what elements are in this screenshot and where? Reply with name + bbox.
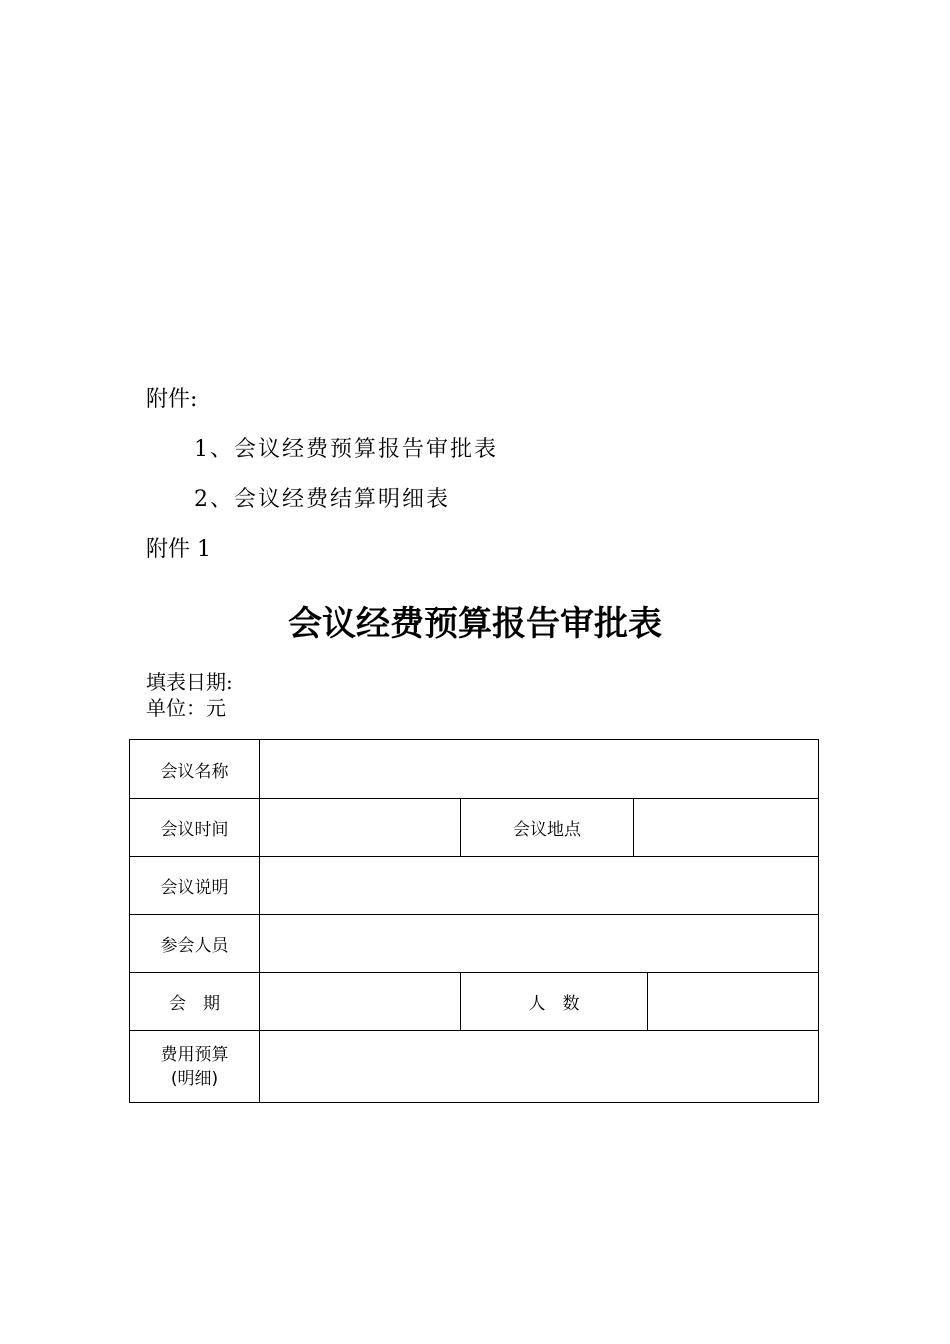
budget-field[interactable] [259, 1031, 818, 1102]
meeting-time-field[interactable] [259, 799, 460, 856]
attachment-item: 1、会议经费预算报告审批表 [194, 437, 498, 462]
attachments-heading: 附件: [146, 387, 198, 412]
meeting-time-label: 会议时间 [160, 820, 229, 840]
form-row-attendees [130, 914, 818, 972]
form-row-meeting-time [130, 798, 818, 856]
meeting-name-field[interactable] [259, 740, 818, 798]
form-row-meeting-description [130, 856, 818, 914]
meeting-location-field[interactable] [633, 799, 818, 856]
budget-approval-form [129, 739, 819, 1103]
form-row-duration [130, 972, 818, 1030]
attachment-1-label: 附件 1 [146, 537, 211, 562]
meeting-description-label: 会议说明 [160, 878, 229, 898]
page-title: 会议经费预算报告审批表 [288, 604, 662, 644]
attendees-field[interactable] [259, 915, 818, 972]
budget-label-line2: (明细) [170, 1068, 219, 1089]
headcount-label: 人 数 [460, 973, 647, 1030]
unit-label: 单位：元 [146, 696, 226, 720]
attachment-item: 2、会议经费结算明细表 [194, 487, 450, 512]
form-row-budget [130, 1030, 818, 1102]
meeting-location-label: 会议地点 [460, 799, 633, 856]
duration-field[interactable] [259, 973, 460, 1030]
duration-label: 会 期 [169, 994, 220, 1014]
headcount-field[interactable] [647, 973, 818, 1030]
fill-date-label: 填表日期: [146, 670, 233, 694]
form-row-meeting-name [130, 740, 818, 798]
budget-label-line1: 费用预算 [160, 1044, 229, 1065]
meeting-name-label: 会议名称 [160, 761, 229, 782]
meeting-description-field[interactable] [259, 857, 818, 914]
budget-label [130, 1031, 259, 1102]
attendees-label: 参会人员 [160, 936, 229, 956]
